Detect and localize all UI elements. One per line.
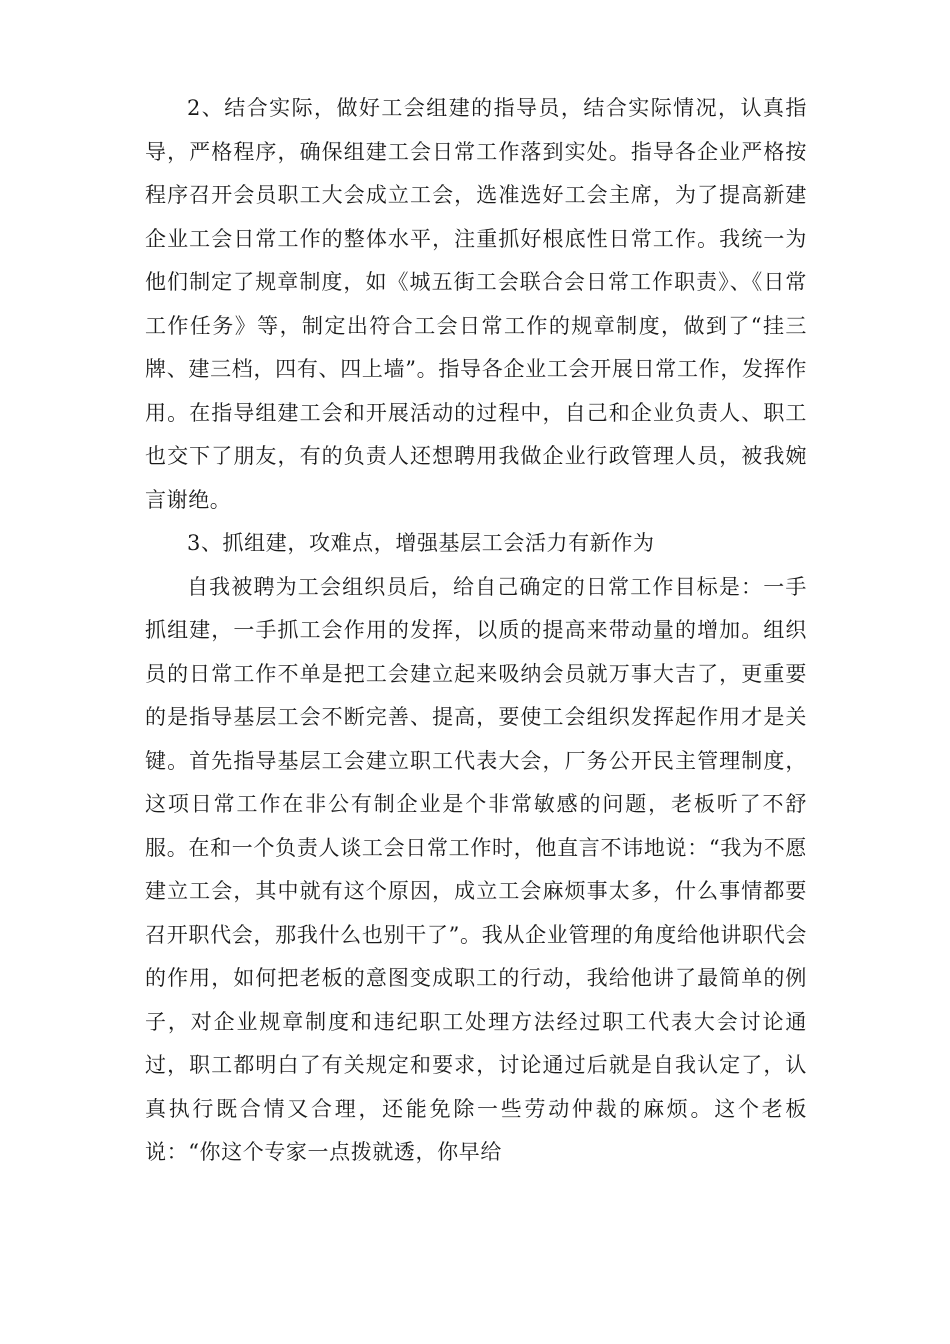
document-body xyxy=(145,87,807,1175)
paragraph-work-goals: 自我被聘为工会组织员后，给自己确定的日常工作目标是：一手抓组建，一手抓工会作用的发挥，以质的提高来带动量的增加。组织员的日常工作不单是把工会建立起来吸纳会员就万事大吉了，更重要的是指导基层工会不断完善、提高，要使工会组织发挥起作用才是关键。首先指导基层工会建立职工代表大会，厂务公开民主管理制度，这项日常工作在非公有制企业是个非常敏感的问题，老板听了不舒服。在和一个负责人谈工会日常工作时，他直言不讳地说：“我为不愿建立工会，其中就有这个原因，成立工会麻烦事太多，什么事情都要召开职代会，那我什么也别干了”。我从企业管理的角度给他讲职代会的作用，如何把老板的意图变成职工的行动，我给他讲了最简单的例子，对企业规章制度和违纪职工处理方法经过职工代表大会讨论通过，职工都明白了有关规定和要求，讨论通过后就是自我认定了，认真执行既合情又合理，还能免除一些劳动仲裁的麻烦。这个老板说：“你这个专家一点拨就透，你早给 xyxy=(145,574,807,1164)
paragraph-heading-3: 3、抓组建，攻难点，增强基层工会活力有新作为 xyxy=(187,531,655,555)
paragraph-guidance: 2、结合实际，做好工会组建的指导员，结合实际情况，认真指导，严格程序，确保组建工会日常工作落到实处。指导各企业严格按程序召开会员职工大会成立工会，选准选好工会主席，为了提高新建企业工会日常工作的整体水平，注重抓好根底性日常工作。我统一为他们制定了规章制度，如《城五街工会联合会日常工作职责》、《日常工作任务》等，制定出符合工会日常工作的规章制度，做到了“挂三牌、建三档，四有、四上墙”。指导各企业工会开展日常工作，发挥作用。在指导组建工会和开展活动的过程中，自己和企业负责人、职工也交下了朋友，有的负责人还想聘用我做企业行政管理人员，被我婉言谢绝。 xyxy=(145,96,807,512)
